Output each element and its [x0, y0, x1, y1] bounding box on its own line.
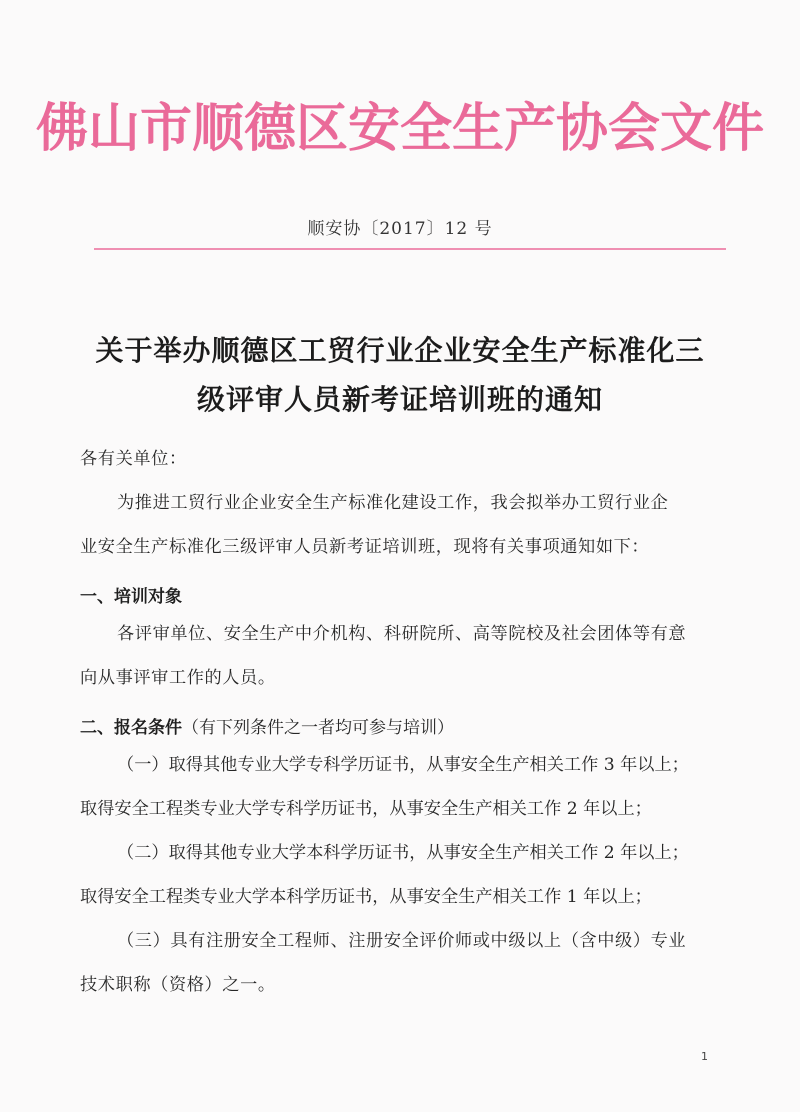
section2-heading-row: [80, 713, 454, 738]
section1-heading: 一、培训对象: [80, 587, 182, 607]
item3-line-2: 技术职称（资格）之一。: [80, 975, 276, 995]
masthead-title: 佛山市顺德区安全生产协会文件: [35, 98, 764, 159]
salutation: 各有关单位：: [80, 449, 187, 469]
document-number: 顺安协〔2017〕12 号: [307, 219, 493, 239]
page-number: 1: [701, 1050, 708, 1063]
section1-line-1: 各评审单位、安全生产中介机构、科研院所、高等院校及社会团体等有意: [117, 624, 687, 644]
intro-line-1: 为推进工贸行业企业安全生产标准化建设工作，我会拟举办工贸行业企: [117, 493, 669, 513]
section2-note: （有下列条件之一者均可参与培训）: [182, 718, 454, 738]
item1-line-1: （一）取得其他专业大学专科学历证书，从事安全生产相关工作 3 年以上；: [117, 755, 689, 775]
section1-line-2: 向从事评审工作的人员。: [80, 668, 276, 688]
section2-heading: 二、报名条件: [80, 718, 182, 738]
notice-title-line-2: 级评审人员新考证培训班的通知: [196, 383, 603, 416]
item3-line-1: （三）具有注册安全工程师、注册安全评价师或中级以上（含中级）专业: [117, 931, 687, 951]
intro-line-2: 业安全生产标准化三级评审人员新考证培训班，现将有关事项通知如下：: [80, 537, 650, 557]
notice-title-line-1: 关于举办顺德区工贸行业企业安全生产标准化三: [95, 334, 705, 367]
masthead-divider: [94, 248, 726, 250]
item2-line-1: （二）取得其他专业大学本科学历证书，从事安全生产相关工作 2 年以上；: [117, 843, 689, 863]
item1-line-2: 取得安全工程类专业大学专科学历证书，从事安全生产相关工作 2 年以上；: [80, 799, 652, 819]
item2-line-2: 取得安全工程类专业大学本科学历证书，从事安全生产相关工作 1 年以上；: [80, 887, 652, 907]
